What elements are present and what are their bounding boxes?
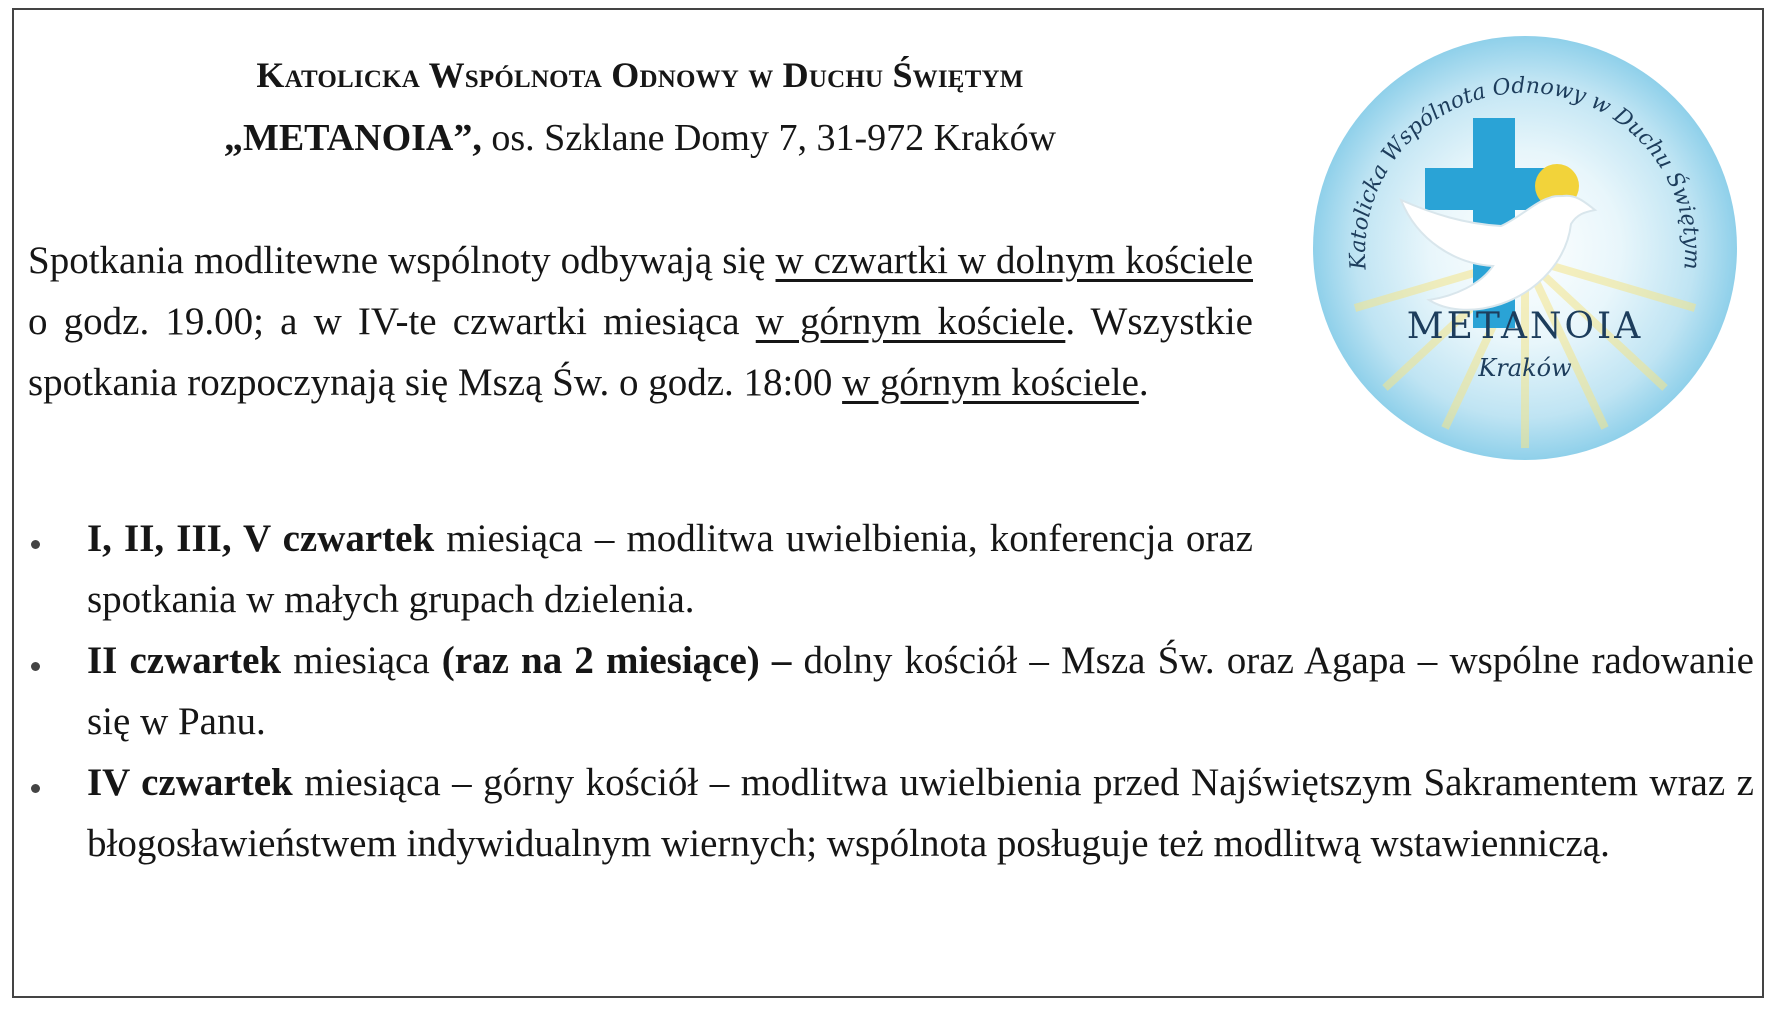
organization-address-line bbox=[100, 112, 1180, 164]
list-item-bold: (raz na 2 miesiące) – bbox=[441, 639, 792, 682]
intro-text-4: . bbox=[1138, 361, 1149, 404]
bullet-icon bbox=[31, 784, 40, 793]
list-item bbox=[0, 630, 1778, 752]
list-item-text: dolny kościół – Msza Św. oraz Agapa – wspólne radowanie się w Panu. bbox=[87, 639, 1754, 743]
organization-address: os. Szklane Domy 7, 31-972 Kraków bbox=[491, 117, 1057, 159]
list-item-bold: I, II, III, V czwartek bbox=[87, 517, 435, 560]
list-item-bold: IV czwartek bbox=[87, 761, 293, 804]
organization-title: Katolicka Wspólnota Odnowy w Duchu Świętym bbox=[256, 55, 1024, 95]
meeting-schedule-paragraph bbox=[28, 230, 1253, 413]
list-item-text: miesiąca bbox=[281, 639, 442, 682]
bullet-icon bbox=[31, 662, 40, 671]
logo-name: METANOIA bbox=[1406, 306, 1644, 347]
list-item bbox=[0, 752, 1778, 874]
schedule-list bbox=[0, 508, 1778, 874]
intro-text-3: . Wszystkie spotkania rozpoczynają się Mszą Św. o godz. 18:00 bbox=[28, 300, 1253, 404]
intro-underlined-3: w górnym kościele bbox=[842, 361, 1139, 404]
list-item bbox=[0, 508, 1778, 630]
metanoia-logo bbox=[1305, 28, 1745, 468]
intro-underlined-1: w czwartki w dolnym kościele bbox=[775, 239, 1253, 282]
organization-name: „METANOIA”, bbox=[223, 117, 482, 159]
list-item-text: miesiąca – modlitwa uwielbienia, konferencja oraz spotkania w małych grupach dzielenia. bbox=[87, 517, 1253, 621]
logo-city: Kraków bbox=[1478, 354, 1572, 382]
bullet-icon bbox=[31, 540, 40, 549]
intro-text-1: Spotkania modlitewne wspólnoty odbywają się bbox=[28, 239, 776, 282]
intro-text-2: o godz. 19.00; a w IV-te czwartki miesiąca bbox=[28, 300, 756, 343]
logo-arc-text: Katolicka Wspólnota Odnowy w Duchu Świętym bbox=[1345, 73, 1705, 271]
intro-underlined-2: w górnym kościele bbox=[755, 300, 1066, 343]
list-item-bold: II czwartek bbox=[87, 639, 282, 682]
list-item-text: miesiąca – górny kościół – modlitwa uwielbienia przed Najświętszym Sakramentem wraz z błogosławieństwem indywidualnym wiernych; wspólnota posługuje też modlitwą wstawienniczą. bbox=[87, 761, 1754, 865]
